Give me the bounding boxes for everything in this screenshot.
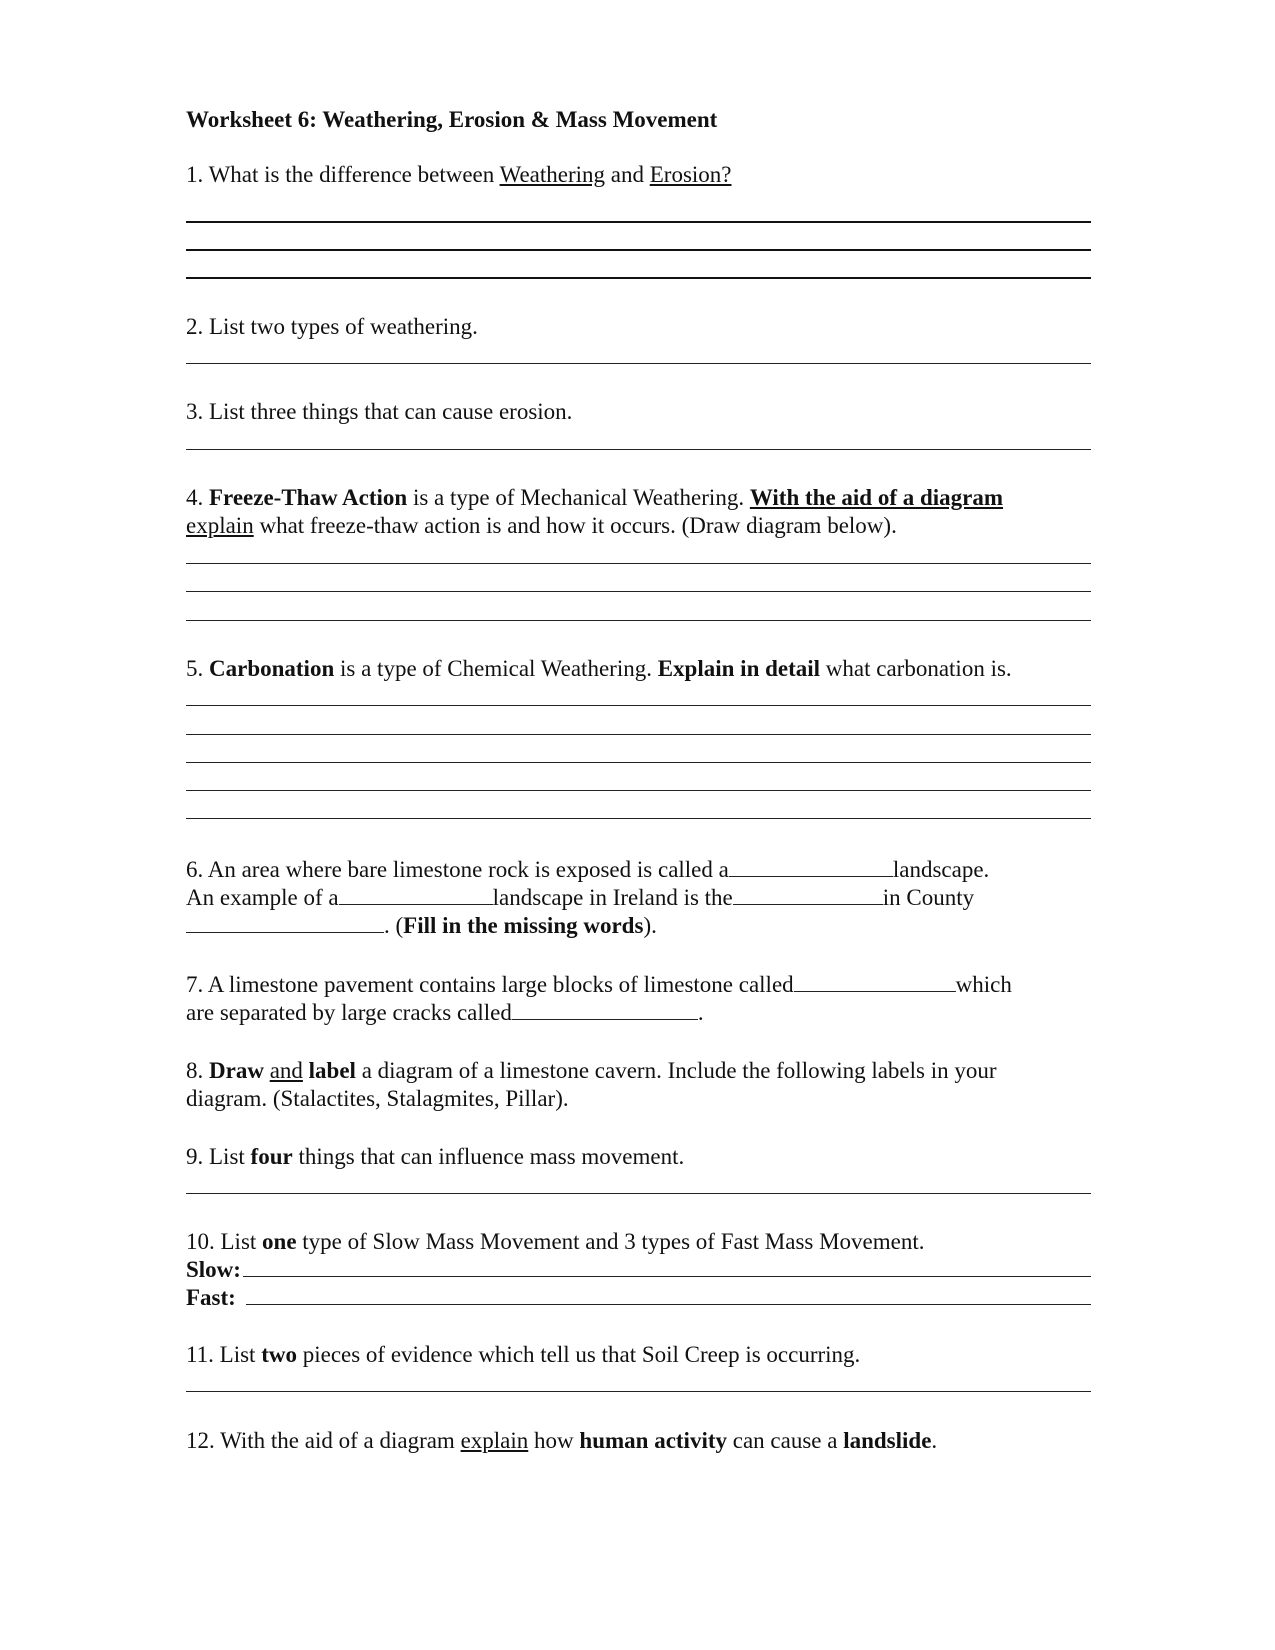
question-12: 12. With the aid of a diagram explain how human activity can cause a landslide. [186,1428,938,1453]
answer-line[interactable] [186,249,1091,251]
answer-line[interactable] [186,790,1091,791]
q1-text-mid: and [605,162,650,187]
question-9: 9. List four things that can influence mass movement. [186,1144,685,1169]
question-10: 10. List one type of Slow Mass Movement and 3 types of Fast Mass Movement. Slow: Fast: [186,1228,1091,1312]
answer-line[interactable] [186,1391,1091,1392]
question-11: 11. List two pieces of evidence which tell us that Soil Creep is occurring. [186,1342,861,1367]
question-8: 8. Draw and label a diagram of a limestone cavern. Include the following labels in your diagram. (Stalactites, Stalagmites, Pillar). [186,1058,997,1111]
answer-line[interactable] [186,221,1091,223]
fast-answer-line[interactable] [246,1284,1091,1305]
q4-term-freeze-thaw: Freeze-Thaw Action [209,485,408,510]
slow-answer-line[interactable] [243,1256,1091,1277]
answer-line[interactable] [186,363,1091,364]
fill-blank[interactable] [729,856,893,877]
q8-label: label [308,1058,356,1083]
answer-line[interactable] [186,277,1091,279]
fill-blank[interactable] [186,912,384,933]
fast-label: Fast: [186,1285,236,1310]
q1-term-weathering: Weathering [499,162,606,187]
fill-blank[interactable] [794,971,956,992]
answer-line[interactable] [186,705,1091,706]
q8-draw: Draw [209,1058,264,1083]
page-title: Worksheet 6: Weathering, Erosion & Mass Movement [186,107,718,132]
fill-blank[interactable] [339,884,493,905]
q4-explain: explain [186,513,254,538]
q1-term-erosion: Erosion? [649,162,732,187]
answer-line[interactable] [186,449,1091,450]
slow-answer-row [186,1256,1091,1284]
answer-line[interactable] [186,563,1091,564]
q5-term-carbonation: Carbonation [209,656,335,681]
question-1 [186,161,1091,189]
answer-line[interactable] [186,762,1091,763]
answer-line[interactable] [186,591,1091,592]
question-3: 3. List three things that can cause erosion. [186,399,573,424]
question-4: 4. Freeze-Thaw Action is a type of Mechanical Weathering. With the aid of a diagram explain what freeze-thaw action is and how it occurs. (Draw diagram below). [186,485,1004,538]
question-7: 7. A limestone pavement contains large blocks of limestone called which are separated by large cracks called . [186,972,1012,1025]
slow-label: Slow: [186,1257,241,1282]
q1-text: 1. What is the difference between [186,162,500,187]
fast-answer-row [186,1284,1091,1312]
question-2: 2. List two types of weathering. [186,314,478,339]
answer-line[interactable] [186,818,1091,819]
fill-blank[interactable] [733,884,883,905]
q6-instruction: Fill in the missing words [403,913,644,938]
fill-blank[interactable] [512,999,698,1020]
question-6: 6. An area where bare limestone rock is exposed is called a landscape. An example of a landscape in Ireland is the in County . ( Fill in the missing words ). [186,857,990,938]
q5-instruction: Explain in detail [657,656,821,681]
answer-line[interactable] [186,620,1091,621]
answer-line[interactable] [186,734,1091,735]
q4-instruction: With the aid of a diagram [749,485,1004,510]
question-5: 5. Carbonation is a type of Chemical Weathering. Explain in detail what carbonation is. [186,656,1012,681]
answer-line[interactable] [186,1193,1091,1194]
